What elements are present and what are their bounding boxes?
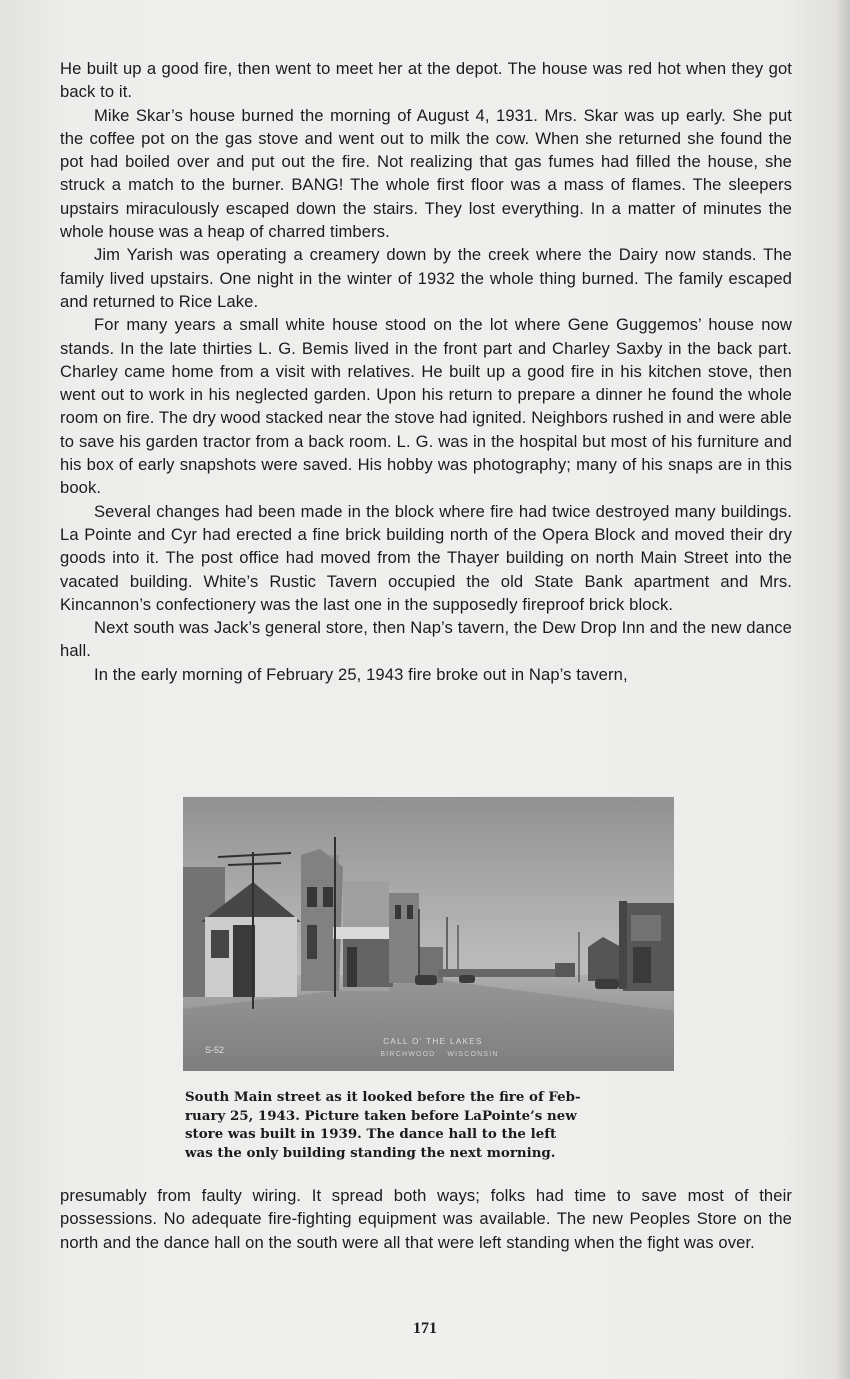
photo-caption	[185, 1088, 647, 1163]
caption-line-1: South Main street as it looked before the fire of Feb-	[185, 1089, 581, 1105]
sign-text-state: WISCONSIN	[447, 1051, 499, 1058]
body-text-top	[60, 57, 792, 686]
paragraph-5: Several changes had been made in the block where fire had twice destroyed many buildings. La Pointe and Cyr had erected a fine brick building north of the Opera Block and moved their dry goods into it. The post office had moved from the Thayer building on north Main Street into the vacated building. White’s Rustic Tavern occupied the old State Bank apartment and Mrs. Kincannon’s confectionery was the last one in the supposedly fireproof brick block.	[60, 501, 792, 614]
body-text-bottom	[60, 1184, 792, 1254]
street-photo	[183, 797, 674, 1071]
page-number: 171	[413, 1320, 437, 1337]
paragraph-2: Mike Skar’s house burned the morning of August 4, 1931. Mrs. Skar was up early. She put the coffee pot on the gas stove and went out to milk the cow. When she returned she found the pot had boiled over and put out the fire. Not realizing that gas fumes had filled the house, she struck a match to the burner. BANG! The whole first floor was a mass of flames. The sleepers upstairs miraculously escaped down the stairs. They lost everything. In a matter of minutes the whole house was a heap of charred timbers.	[60, 105, 792, 242]
caption-line-3: store was built in 1939. The dance hall to the left	[185, 1126, 557, 1143]
paragraph-4: For many years a small white house stood on the lot where Gene Guggemos’ house now stands. In the late thirties L. G. Bemis lived in the front part and Charley Saxby in the back part. Charley came home from a visit with relatives. He built up a good fire in his kitchen stove, then went out to work in his neglected garden. Upon his return to prepare a dinner he found the whole room on fire. The dry wood stacked near the stove had ignited. Neighbors rushed in and were able to save his garden tractor from a back room. L. G. was in the hospital but most of his furniture and his box of early snapshots were saved. His hobby was photography; many of his snaps are in this book.	[60, 315, 792, 498]
paragraph-6: Next south was Jack’s general store, then Nap’s tavern, the Dew Drop Inn and the new dance hall.	[60, 618, 792, 661]
paragraph-3: Jim Yarish was operating a creamery down by the creek where the Dairy now stands. The family lived upstairs. One night in the winter of 1932 the whole thing burned. The family escaped and returned to Rice Lake.	[60, 245, 792, 311]
photo-corner-mark: S-52	[205, 1045, 225, 1055]
paragraph-continued: presumably from faulty wiring. It spread both ways; folks had time to save most of their possessions. No adequate fire-fighting equipment was available. The new Peoples Store on the north and the dance hall on the south were all that were left standing when the fight was over.	[60, 1186, 792, 1252]
page-edge-shadow	[836, 0, 850, 1379]
paragraph-1: He built up a good fire, then went to meet her at the depot. The house was red hot when they got back to it.	[60, 59, 792, 102]
sign-text-town: BIRCHWOOD	[380, 1051, 436, 1058]
paragraph-7: In the early morning of February 25, 1943 fire broke out in Nap’s tavern,	[94, 664, 628, 684]
sign-text-main: CALL O' THE LAKES	[383, 1037, 483, 1046]
caption-line-4: was the only building standing the next morning.	[185, 1145, 556, 1162]
caption-line-2: ruary 25, 1943. Picture taken before LaPointe’s new	[185, 1107, 577, 1124]
